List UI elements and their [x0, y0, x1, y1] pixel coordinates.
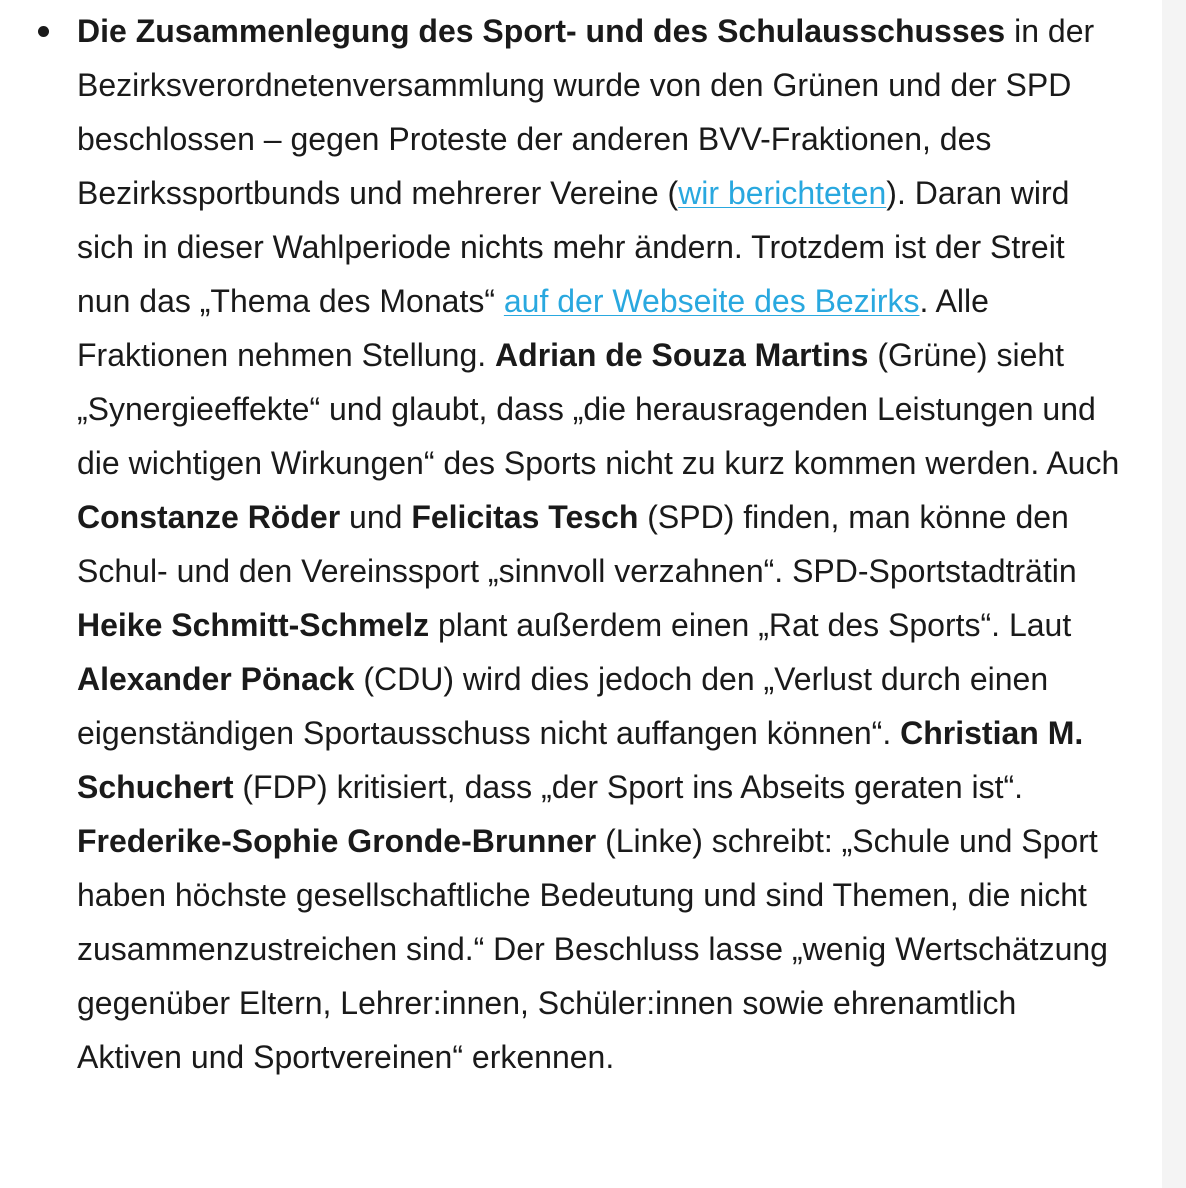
bullet-dot-icon: [38, 26, 49, 37]
body-text: ). Daran wird sich in dieser Wahlperiode nichts mehr ändern. Trotzdem ist der Streit nun das „Thema des Monats“: [77, 175, 1070, 319]
lead-heading: Die Zusammenlegung des Sport- und des Schulausschusses: [77, 13, 1006, 49]
body-text: (FDP) kritisiert, dass „der Sport ins Abseits geraten ist“.: [233, 769, 1024, 805]
person-name: Constanze Röder: [77, 499, 341, 535]
person-name: Adrian de Souza Martins: [495, 337, 869, 373]
person-name: Alexander Pönack: [77, 661, 355, 697]
link-wir-berichteten[interactable]: wir berichteten: [678, 175, 887, 211]
body-text: plant außerdem einen „Rat des Sports“. Laut: [429, 607, 1072, 643]
body-text: und: [340, 499, 412, 535]
scroll-gutter: [1162, 0, 1186, 1188]
body-text: (SPD) finden, man könne den Schul- und den Vereinssport „sinnvoll verzahnen“. SPD-Sportstadträtin: [77, 499, 1077, 589]
link-webseite-bezirk[interactable]: auf der Webseite des Bezirks: [503, 283, 920, 319]
person-name: Heike Schmitt-Schmelz: [77, 607, 430, 643]
person-name: Frederike-Sophie Gronde-Brunner: [77, 823, 597, 859]
body-text: (Grüne) sieht „Synergieeffekte“ und glaubt, dass „die herausragenden Leistungen und die wichtigen Wirkungen“ des Sports nicht zu kurz kommen werden. Auch: [77, 337, 1120, 481]
body-text: (Linke) schreibt: „Schule und Sport haben höchste gesellschaftliche Bedeutung und sind Themen, die nicht zusammenzustreichen sind.“ Der Beschluss lasse „wenig Wertschätzung gegenüber Eltern, Lehrer:innen, Schüler:innen sowie ehrenamtlich Aktiven und Sportvereinen“ erkennen.: [77, 823, 1108, 1075]
person-name: Felicitas Tesch: [411, 499, 639, 535]
body-text: . Alle Fraktionen nehmen Stellung.: [77, 283, 989, 373]
body-text: (CDU) wird dies jedoch den „Verlust durch einen eigenständigen Sportausschuss nicht auffangen können“.: [77, 661, 1049, 751]
body-text: in der Bezirksverordnetenversammlung wurde von den Grünen und der SPD beschlossen – gegen Proteste der anderen BVV-Fraktionen, des Bezirkssportbunds und mehrerer Vereine (: [77, 13, 1095, 211]
person-name: Christian M. Schuchert: [77, 715, 1084, 805]
